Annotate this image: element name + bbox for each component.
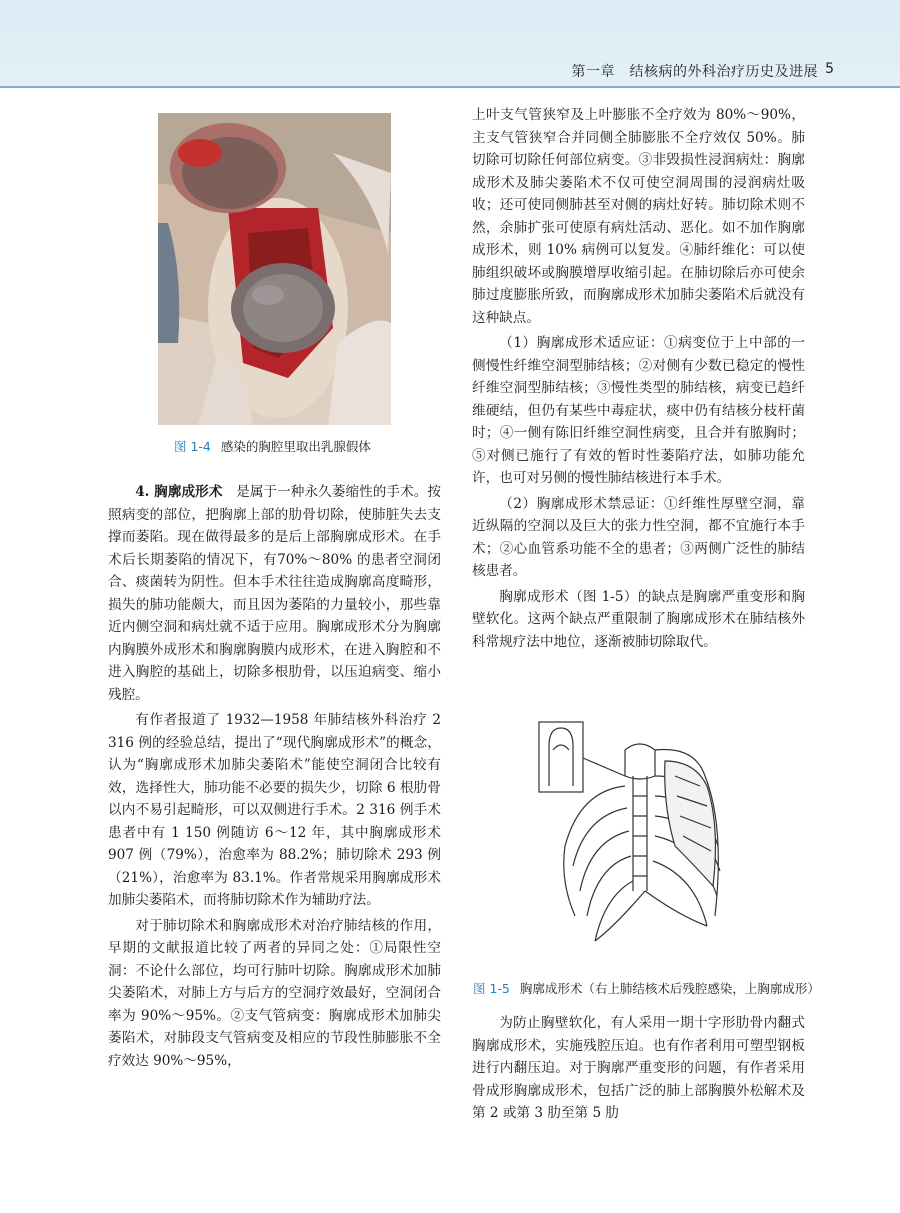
- section-title: 4. 胸廓成形术: [135, 484, 223, 500]
- left-paragraph-2: 有作者报道了 1932—1958 年肺结核外科治疗 2 316 例的经验总结，提出了“现代胸廓成形术”的概念，认为“胸廓成形术加肺尖萎陷术”能使空洞闭合比较有效，选择性大，肺功能不必要的损失少，切除 6 根肋骨以内不易引起畸形，可以双侧进行手术。2 316 例手术患者中有 1 150 例随访 6～12 年，其中胸廓成形术 907 例（79%），治愈率为 88.2%；肺切除术 293 例（21%），治愈率为 83.1%。作者常规采用胸廓成形术加肺尖萎陷术，而将肺切除术作为辅助疗法。: [108, 712, 441, 908]
- right-paragraph-0: 上叶支气管狭窄及上叶膨胀不全疗效为 80%～90%，主支气管狭窄合并同侧全肺膨胀不全疗效仅 50%。肺切除可切除任何部位病变。③非毁损性浸润病灶：胸廓成形术及肺尖萎陷术不仅可使空洞周围的浸润病灶吸收；还可使同侧肺甚至对侧的病灶好转。肺切除术则不然，余肺扩张可使原有病灶活动、恶化。如不加作胸廓成形术，则 10% 病例可以复发。④肺纤维化：可以使肺组织破坏或胸膜增厚收缩引起。在肺切除后亦可使余肺过度膨胀所致，而胸廓成形术加肺尖萎陷术后就没有这种缺点。: [472, 107, 805, 326]
- rib-cage-illustration: [535, 716, 745, 966]
- figure-1-5-caption-text: 胸廓成形术（右上肺结核术后残腔感染，上胸廓成形）: [519, 981, 820, 996]
- right-paragraph-indications: （1）胸廓成形术适应证：①病变位于上中部的一侧慢性纤维空洞型肺结核；②对侧有少数已稳定的慢性纤维空洞型肺结核；③慢性类型的肺结核，病变已趋纤维硬结，但仍有某些中毒症状，痰中仍有结核分枝杆菌时；④一侧有陈旧纤维空洞性病变，且合并有脓胸时；⑤对侧已施行了有效的暂时性萎陷疗法，如肺功能允许，也可对另侧的慢性肺结核进行本手术。: [472, 335, 805, 486]
- right-column-bottom: [472, 1012, 805, 1125]
- figure-1-4-number: 图 1-4: [174, 439, 211, 454]
- figure-1-4-caption-text: 感染的胸腔里取出乳腺假体: [220, 439, 371, 454]
- surgical-photo-image: [158, 113, 391, 425]
- left-column: [108, 481, 441, 1072]
- section-4-paragraph: [108, 481, 441, 706]
- right-column: [472, 104, 805, 653]
- left-paragraph-3: 对于肺切除术和胸廓成形术对治疗肺结核的作用，早期的文献报道比较了两者的异同之处：①局限性空洞：不论什么部位，均可行肺叶切除。胸廓成形术加肺尖萎陷术，对肺上方与后方的空洞疗效最好，空洞闭合率为 90%～95%。②支气管病变：胸廓成形术加肺尖萎陷术，对肺段支气管病变及相应的节段性肺膨胀不全疗效达 90%～95%，: [108, 917, 441, 1069]
- right-paragraph-drawbacks: 胸廓成形术（图 1-5）的缺点是胸廓严重变形和胸壁软化。这两个缺点严重限制了胸廓成形术在肺结核外科常规疗法中地位，逐渐被肺切除取代。: [472, 588, 805, 650]
- left-paragraph-1: 是属于一种永久萎缩性的手术。按照病变的部位，把胸廓上部的肋骨切除，使肺脏失去支撑而萎陷。现在做得最多的是后上部胸廓成形术。在手术后长期萎陷的情况下，有70%～80% 的患者空洞闭合、痰菌转为阴性。但本手术往往造成胸廓高度畸形，损失的肺功能颇大，而且因为萎陷的力量较小，那些靠近内侧空洞和病灶就不适于应用。胸廓成形术分为胸廓内胸膜外成形术和胸廓胸膜内成形术，在进入胸腔和不进入胸腔的基础上，切除多根肋骨，以压迫病变、缩小残腔。: [108, 484, 441, 703]
- figure-1-4-caption: [174, 437, 371, 455]
- figure-1-5-number: 图 1-5: [473, 981, 510, 996]
- header-rule: [0, 86, 900, 88]
- page-number: 5: [825, 61, 834, 77]
- figure-1-5-drawing: [535, 716, 745, 966]
- running-head: 第一章 结核病的外科治疗历史及进展: [571, 64, 818, 80]
- figure-1-5-caption: [473, 979, 820, 997]
- right-paragraph-prevention: 为防止胸壁软化，有人采用一期十字形肋骨内翻式胸廓成形术，实施残腔压迫。也有作者利用可塑型钢板进行内翻压迫。对于胸廓严重变形的问题，有作者采用骨成形胸廓成形术，包括广泛的肺上部胸膜外松解术及第 2 或第 3 肋至第 5 肋: [472, 1015, 805, 1121]
- figure-1-4-photo: [158, 113, 391, 425]
- right-paragraph-contraindications: （2）胸廓成形术禁忌证：①纤维性厚壁空洞，靠近纵隔的空洞以及巨大的张力性空洞，都不宜施行本手术；②心血管系功能不全的患者；③两侧广泛性的肺结核患者。: [472, 495, 805, 579]
